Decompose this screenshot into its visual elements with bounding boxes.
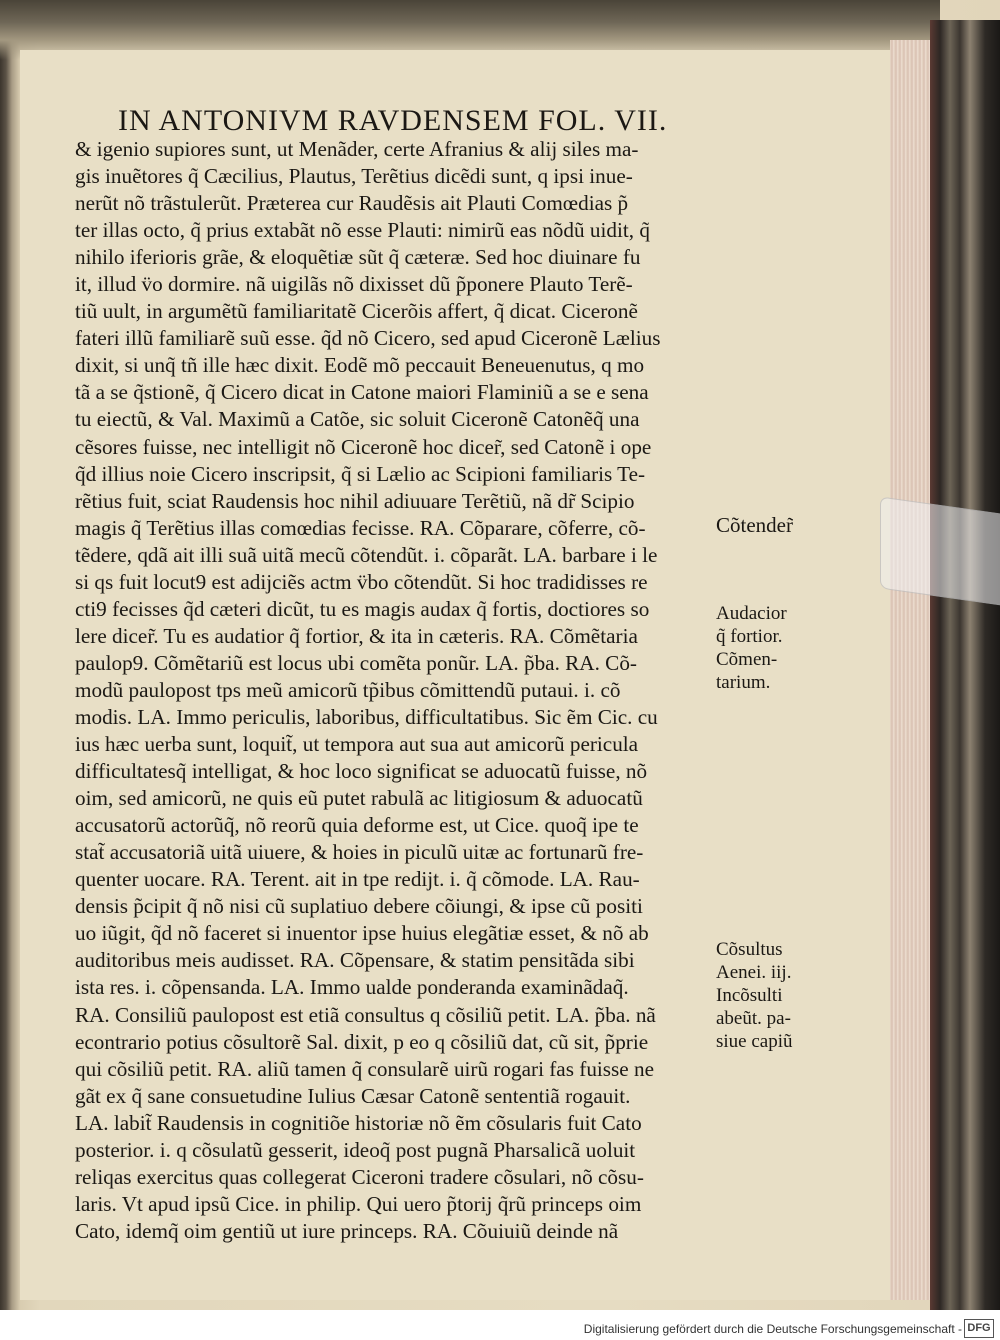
margin-note-consultus (716, 938, 793, 1053)
text-line: it, illud v̈o dormire. nã uigilãs nõ dixisset dũ p̃ponere Plauto Terẽ- (75, 272, 633, 297)
text-line: econtrario potius cõsultorẽ Sal. dixit, p eo q cõsiliũ dat, cũ sit, p̃prie (75, 1029, 649, 1054)
text-line: cẽsores fuisse, nec intelligit nõ Ciceronẽ hoc dicer̃, sed Catonẽ i ope (75, 434, 652, 459)
margin-note-line: abeũt. pa- (716, 1008, 791, 1029)
margin-note-line: Aenei. iij. (716, 962, 792, 983)
text-line: quenter uocare. RA. Terent. ait in tpe redijt. i. q̃ cõmode. LA. Rau- (75, 867, 640, 892)
text-line: tu eiectũ, & Val. Maximũ a Catõe, sic soluit Ciceronẽ Catonẽq̃ una (75, 407, 640, 432)
main-text-block (75, 136, 715, 1245)
text-line: densis p̃cipit q̃ nõ nisi cũ suplatiuo debere cõiungi, & ipse cũ positi (75, 894, 643, 919)
book-cover-edge (930, 20, 1000, 1310)
text-line: & igenio supiores sunt, ut Menãder, certe Afranius & alij siles ma- (75, 137, 639, 161)
text-line: fateri illũ familiarẽ suũ esse. q̃d nõ Cicero, sed apud Ciceronẽ Lælius (75, 326, 661, 351)
text-line: tiũ uult, in argumẽtũ familiaritatẽ Cicerõis affert, q̃ dicat. Ciceronẽ (75, 299, 638, 324)
page-clip (880, 496, 1000, 605)
text-line: auditoribus meis audisset. RA. Cõpensare, & statim pensitãda sibi (75, 948, 635, 973)
margin-note-line: Incõsulti (716, 985, 783, 1006)
text-line: gis inuẽtores q̃ Cæcilius, Plautus, Terẽtius dicẽdi sunt, q ipsi inue- (75, 164, 633, 189)
margin-note-line: Cõsultus (716, 939, 783, 960)
text-line: reliqas exercitus quas collegerat Ciceroni tradere cõsulari, nõ cõsu- (75, 1164, 644, 1189)
text-line: tẽdere, qdã ait illi suã uitã mecũ cõtendũt. i. cõparãt. LA. barbare i le (75, 542, 658, 567)
text-line: ius hæc uerba sunt, loquit̃, ut tempora aut sua aut amicorũ pericula (75, 732, 639, 757)
text-line: stat̃ accusatoriã uitã uiuere, & hoies in piculũ uitæ ac fortunarũ fre- (75, 840, 644, 865)
margin-note-line: Cõmen- (716, 649, 778, 670)
text-line: nerũt nõ trãstulerũt. Præterea cur Raudẽsis ait Plauti Comœdias p̃ (75, 191, 629, 216)
text-line: accusatorũ actorũq̃, nõ reorũ quia deforme est, ut Cice. quoq̃ ipe te (75, 813, 639, 838)
text-line: si qs fuit locut9 est adijciẽs actm v̈bo cõtendũt. Si hoc tradidisses re (75, 569, 648, 594)
margin-note-line: siue capiũ (716, 1031, 793, 1052)
text-line: paulop9. Cõmẽtariũ est locus ubi comẽta ponũr. LA. p̃ba. RA. Cõ- (75, 650, 637, 675)
page-edges (890, 40, 934, 1300)
text-line: modis. LA. Immo periculis, laboribus, difficultatibus. Sic ẽm Cic. cu (75, 704, 658, 729)
text-line: qui cõsiliũ petit. RA. aliũ tamen q̃ consularẽ uirũ rogari fas fuisse ne (75, 1056, 654, 1081)
text-line: tã a se q̃stionẽ, q̃ Cicero dicat in Catone maiori Flaminiũ a se e sena (75, 380, 649, 405)
text-line: lere dicer̃. Tu es audatior q̃ fortior, & ita in cæteris. RA. Cõmẽtaria (75, 623, 638, 648)
text-line: posterior. i. q cõsulatũ gesserit, ideoq̃ post pugnã Pharsalicã uoluit (75, 1137, 636, 1162)
margin-note-line: q̃ fortior. (716, 626, 783, 647)
margin-note-line: Cõtender̃ (716, 514, 793, 537)
text-line: ista res. i. cõpensanda. LA. Immo ualde ponderanda examinãdaq̃. (75, 975, 629, 1000)
text-line: ter illas octo, q̃ prius extabãt nõ esse Plauti: nimirũ eas nõdũ uidit, q̃ (75, 218, 650, 243)
text-line: dixit, si unq̃ tñ ille hæc dixit. Eodẽ mõ peccauit Beneuenutus, q mo (75, 353, 645, 378)
text-line: rẽtius fuit, sciat Raudensis hoc nihil adiuuare Terẽtiũ, nã dr̃ Scipio (75, 488, 635, 513)
text-line: oim, sed amicorũ, ne quis eũ putet rabulã ac litigiosum & aduocatũ (75, 786, 643, 811)
margin-note-line: tarium. (716, 672, 771, 693)
margin-note-contendere (716, 514, 793, 537)
text-line: uo iũgit, q̃d nõ faceret si inuentor ipse huius elegãtiæ esset, & nõ ab (75, 921, 649, 946)
text-line: modũ paulopost tps meũ amicorũ tp̃ibus cõmittendũ putaui. i. cõ (75, 677, 621, 702)
text-line: cti9 fecisses q̃d cæteri dicũt, tu es magis audax q̃ fortis, doctiores so (75, 596, 650, 621)
text-line: RA. Consiliũ paulopost est etiã consultus q cõsiliũ petit. LA. p̃ba. nã (75, 1002, 656, 1027)
text-line: gãt ex q̃ sane consuetudine Iulius Cæsar Catonẽ sententiã rogauit. (75, 1083, 631, 1108)
running-header: IN ANTONIVM RAVDENSEM FOL. VII. (118, 104, 668, 137)
text-line: difficultatesq̃ intelligat, & hoc loco significat se aduocatũ fuisse, nõ (75, 759, 648, 784)
text-line: laris. Vt apud ipsũ Cice. in philip. Qui uero p̃torij q̃rũ princeps oim (75, 1191, 642, 1216)
text-line: Cato, idemq̃ oim gentiũ ut iure princeps. RA. Cõuiuiũ deinde nã (75, 1218, 619, 1243)
funding-credit: Digitalisierung gefördert durch die Deutsche Forschungsgemeinschaft - (583, 1322, 962, 1336)
text-line: q̃d illius noie Cicero inscripsit, q̃ si Lælio ac Scipioni familiaris Te- (75, 461, 646, 486)
margin-note-line: Audacior (716, 603, 787, 624)
dfg-logo: DFG (964, 1319, 994, 1338)
text-line: nihilo iferioris grãe, & eloquẽtiæ sũt q̃ cæteræ. Sed hoc diuinare fu (75, 245, 641, 270)
margin-note-audacior (716, 602, 787, 694)
text-line: magis q̃ Terẽtius illas comœdias fecisse. RA. Cõparare, cõferre, cõ- (75, 515, 646, 540)
text-line: LA. labit̃ Raudensis in cognitiõe historiæ nõ ẽm cõsularis fuit Cato (75, 1110, 642, 1135)
